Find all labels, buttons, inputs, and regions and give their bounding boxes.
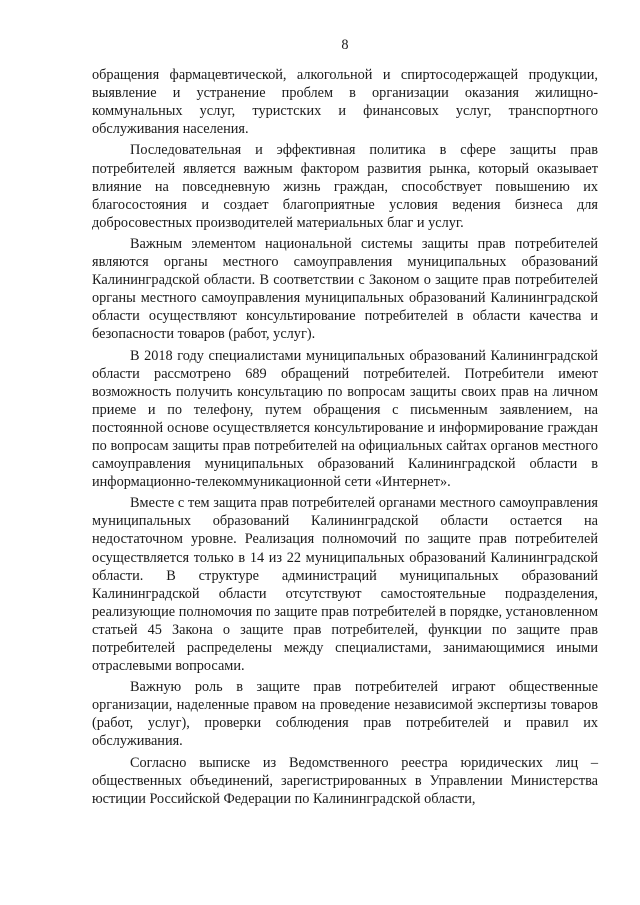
paragraph: Важную роль в защите прав потребителей играют общественные организации, наделенные правом на проведение независимой экспертизы товаров (работ, услуг), проверки соблюдения прав потребителей и правил их обслуживания.: [92, 679, 598, 750]
paragraph: Вместе с тем защита прав потребителей органами местного самоуправления муниципальных образований Калининградской области остается на недостаточном уровне. Реализация полномочий по защите прав потребителей осуществляется только в 14 из 22 муниципальных образований Калининградской области. В структуре администраций муниципальных образований Калининградской области отсутствуют самостоятельные подразделения, реализующие полномочия по защите прав потребителей в порядке, установленном статьей 45 Закона о защите прав потребителей, функции по защите прав потребителей распределены между специалистами, занимающимися иными отраслевыми вопросами.: [92, 495, 598, 675]
paragraph: Согласно выписке из Ведомственного реестра юридических лиц – общественных объединений, зарегистрированных в Управлении Министерства юстиции Российской Федерации по Калининградской области,: [92, 754, 598, 807]
paragraph: В 2018 году специалистами муниципальных образований Калининградской области рассмотрено 689 обращений потребителей. Потребители имеют возможность получить консультацию по вопросам защиты своих прав на личном приеме и по телефону, путем обращения с письменным заявлением, на постоянной основе осуществляется консультирование и информирование граждан по вопросам защиты прав потребителей на официальных сайтах органов местного самоуправления муниципальных образований Калининградской области в информационно-телекоммуникационной сети «Интернет».: [92, 347, 598, 491]
paragraph: Последовательная и эффективная политика в сфере защиты прав потребителей является важным фактором развития рынка, который оказывает влияние на повседневную жизнь граждан, способствует повышению их благосостояния и создает благоприятные условия ведения бизнеса для добросовестных производителей материальных благ и услуг.: [92, 142, 598, 231]
paragraph-continuation: обращения фармацевтической, алкогольной и спиртосодержащей продукции, выявление и устранение проблем в организации оказания жилищно-коммунальных услуг, туристских и финансовых услуг, транспортного обслуживания населения.: [92, 67, 598, 138]
page-number: 8: [341, 37, 349, 53]
document-page: [92, 36, 598, 808]
paragraph: Важным элементом национальной системы защиты прав потребителей являются органы местного самоуправления муниципальных образований Калининградской области. В соответствии с Законом о защите прав потребителей органы местного самоуправления муниципальных образований Калининградской области осуществляют консультирование потребителей в области качества и безопасности товаров (работ, услуг).: [92, 235, 598, 343]
